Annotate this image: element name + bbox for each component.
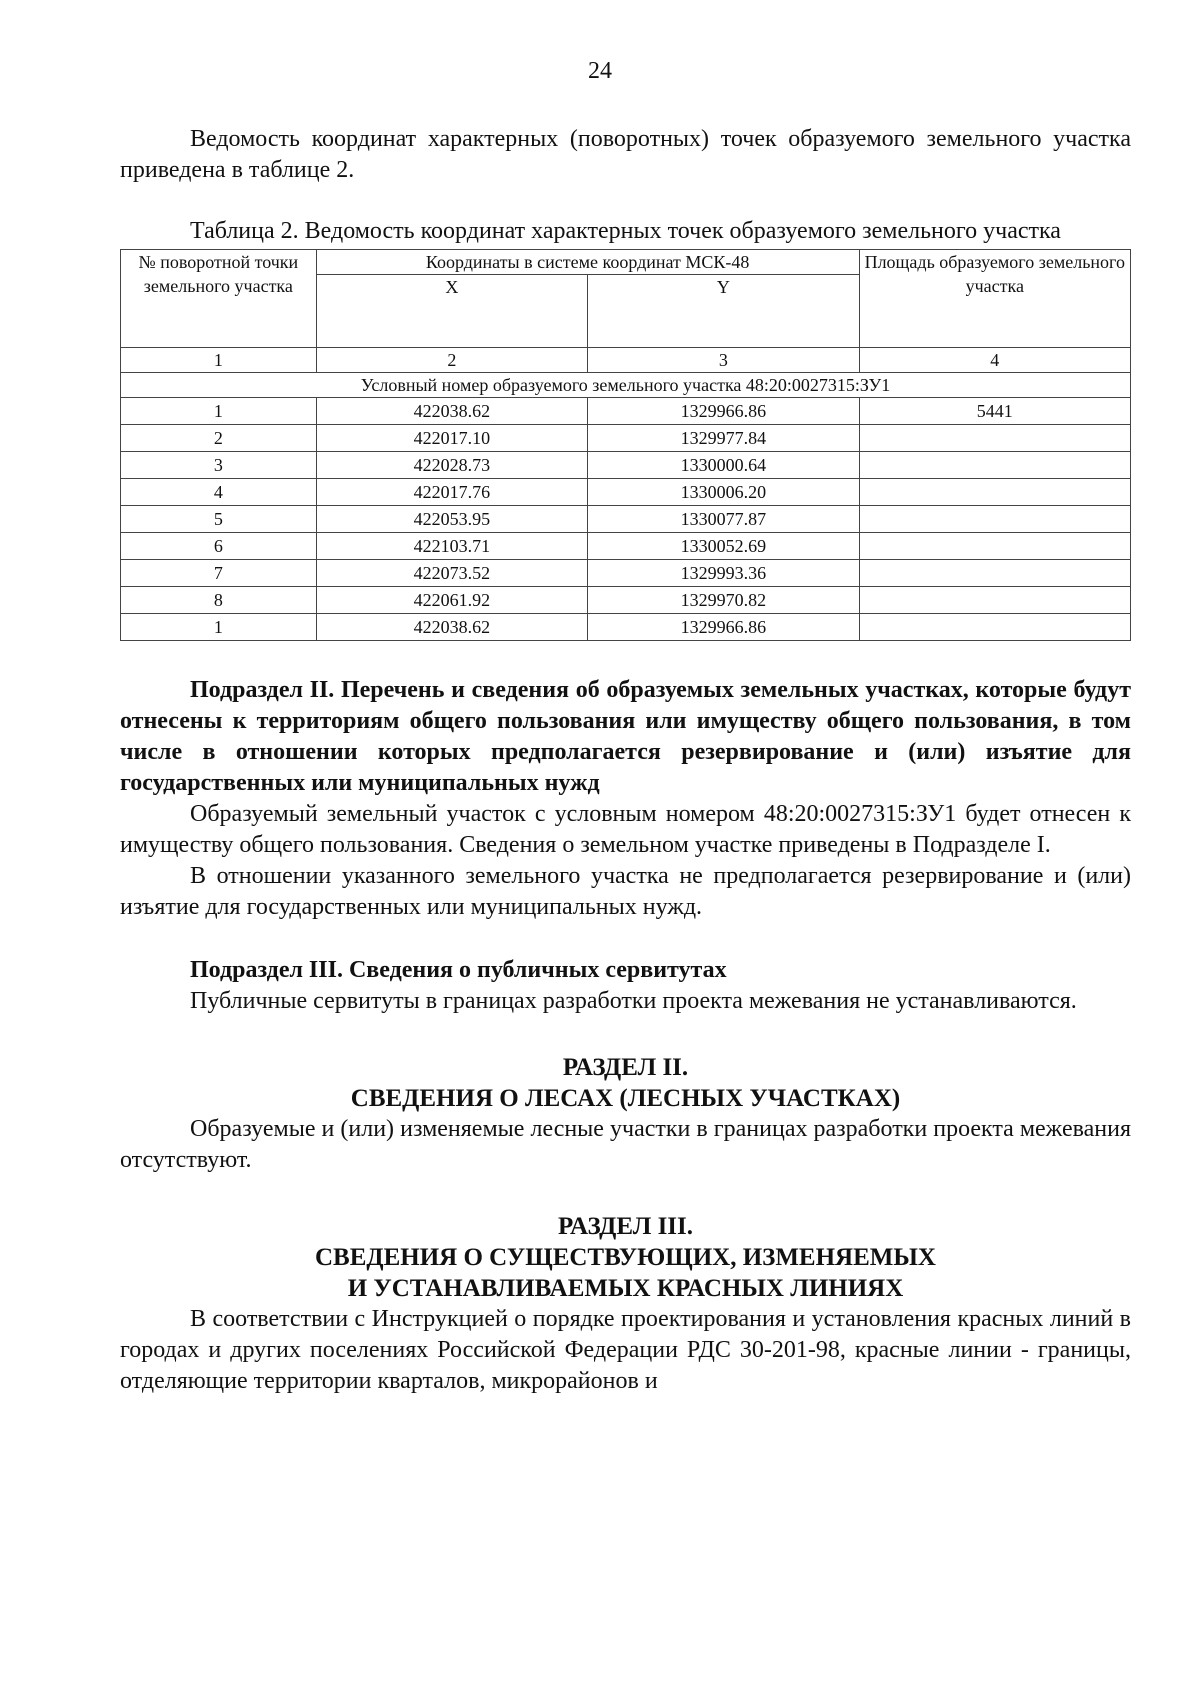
cell-x: 422103.71 [316, 533, 587, 560]
page-number: 24 [588, 58, 612, 84]
header-point: № поворотной точки земельного участка [121, 250, 317, 348]
cell-x: 422053.95 [316, 506, 587, 533]
subsection2-paragraph-2: В отношении указанного земельного участка не предполагается резервирование и (или) изъятие для государственных или муниципальных нужд. [120, 863, 1131, 920]
header-y: Y [588, 275, 859, 348]
cell-area [859, 587, 1130, 614]
section3-subtitle-2: И УСТАНАВЛИВАЕМЫХ КРАСНЫХ ЛИНИЯХ [347, 1275, 904, 1302]
col-number: 3 [588, 348, 859, 373]
section2-title: РАЗДЕЛ II. [562, 1054, 689, 1081]
cell-x: 422017.10 [316, 425, 587, 452]
subsection2-heading: Подраздел II. Перечень и сведения об образуемых земельных участках, которые будут отнесены к территориям общего пользования или имуществу общего пользования, в том числе в отношении которых предполагается резервирование и (или) изъятие для государственных или муниципальных нужд [120, 677, 1131, 796]
section3-title: РАЗДЕЛ III. [557, 1213, 694, 1240]
section3-paragraph: В соответствии с Инструкцией о порядке проектирования и установления красных линий в городах и других поселениях Российской Федерации РДС 30-201-98, красные линии - границы, отделяющие территории кварталов, микрорайонов и [120, 1306, 1131, 1394]
table-row [121, 452, 1131, 479]
column-number-row [121, 348, 1131, 373]
cell-y: 1329977.84 [588, 425, 859, 452]
cell-y: 1330000.64 [588, 452, 859, 479]
cell-x: 422038.62 [316, 398, 587, 425]
section3-subtitle-1: СВЕДЕНИЯ О СУЩЕСТВУЮЩИХ, ИЗМЕНЯЕМЫХ [315, 1244, 936, 1271]
cell-area: 5441 [859, 398, 1130, 425]
section2-paragraph: Образуемые и (или) изменяемые лесные участки в границах разработки проекта межевания отсутствуют. [120, 1116, 1131, 1173]
cell-x: 422061.92 [316, 587, 587, 614]
cell-point: 1 [121, 398, 317, 425]
header-coords: Координаты в системе координат МСК-48 [316, 250, 859, 275]
cell-point: 2 [121, 425, 317, 452]
cell-y: 1330006.20 [588, 479, 859, 506]
cell-point: 5 [121, 506, 317, 533]
cell-x: 422038.62 [316, 614, 587, 641]
cell-y: 1330077.87 [588, 506, 859, 533]
document-body [120, 124, 1131, 1397]
col-number: 1 [121, 348, 317, 373]
subsection3-heading: Подраздел III. Сведения о публичных сервитутах [190, 957, 727, 983]
col-number: 2 [316, 348, 587, 373]
table-row [121, 479, 1131, 506]
cell-point: 3 [121, 452, 317, 479]
cell-x: 422017.76 [316, 479, 587, 506]
cell-area [859, 479, 1130, 506]
cell-point: 1 [121, 614, 317, 641]
header-area: Площадь образуемого земельного участка [859, 250, 1130, 348]
cell-area [859, 506, 1130, 533]
parcel-title: Условный номер образуемого земельного участка 48:20:0027315:ЗУ1 [121, 373, 1131, 398]
table-row [121, 506, 1131, 533]
cell-area [859, 560, 1130, 587]
table-row [121, 398, 1131, 425]
cell-point: 7 [121, 560, 317, 587]
cell-area [859, 452, 1130, 479]
parcel-title-row [121, 373, 1131, 398]
table-row [121, 425, 1131, 452]
cell-point: 6 [121, 533, 317, 560]
table-header-row [121, 250, 1131, 275]
cell-y: 1329970.82 [588, 587, 859, 614]
cell-point: 8 [121, 587, 317, 614]
cell-area [859, 425, 1130, 452]
coordinates-table [120, 249, 1131, 641]
subsection3-paragraph: Публичные сервитуты в границах разработки проекта межевания не устанавливаются. [190, 988, 1077, 1014]
table-row [121, 587, 1131, 614]
table-caption: Таблица 2. Ведомость координат характерных точек образуемого земельного участка [190, 218, 1061, 244]
cell-y: 1330052.69 [588, 533, 859, 560]
header-x: X [316, 275, 587, 348]
cell-area [859, 533, 1130, 560]
cell-area [859, 614, 1130, 641]
cell-point: 4 [121, 479, 317, 506]
cell-y: 1329993.36 [588, 560, 859, 587]
subsection2-paragraph-1: Образуемый земельный участок с условным номером 48:20:0027315:ЗУ1 будет отнесен к имуществу общего пользования. Сведения о земельном участке приведены в Подразделе I. [120, 801, 1131, 858]
cell-x: 422073.52 [316, 560, 587, 587]
section2-subtitle: СВЕДЕНИЯ О ЛЕСАХ (ЛЕСНЫХ УЧАСТКАХ) [350, 1085, 901, 1112]
cell-y: 1329966.86 [588, 398, 859, 425]
col-number: 4 [859, 348, 1130, 373]
table-row [121, 533, 1131, 560]
table-row [121, 614, 1131, 641]
intro-paragraph: Ведомость координат характерных (поворотных) точек образуемого земельного участка приведена в таблице 2. [120, 126, 1131, 183]
table-row [121, 560, 1131, 587]
cell-x: 422028.73 [316, 452, 587, 479]
cell-y: 1329966.86 [588, 614, 859, 641]
